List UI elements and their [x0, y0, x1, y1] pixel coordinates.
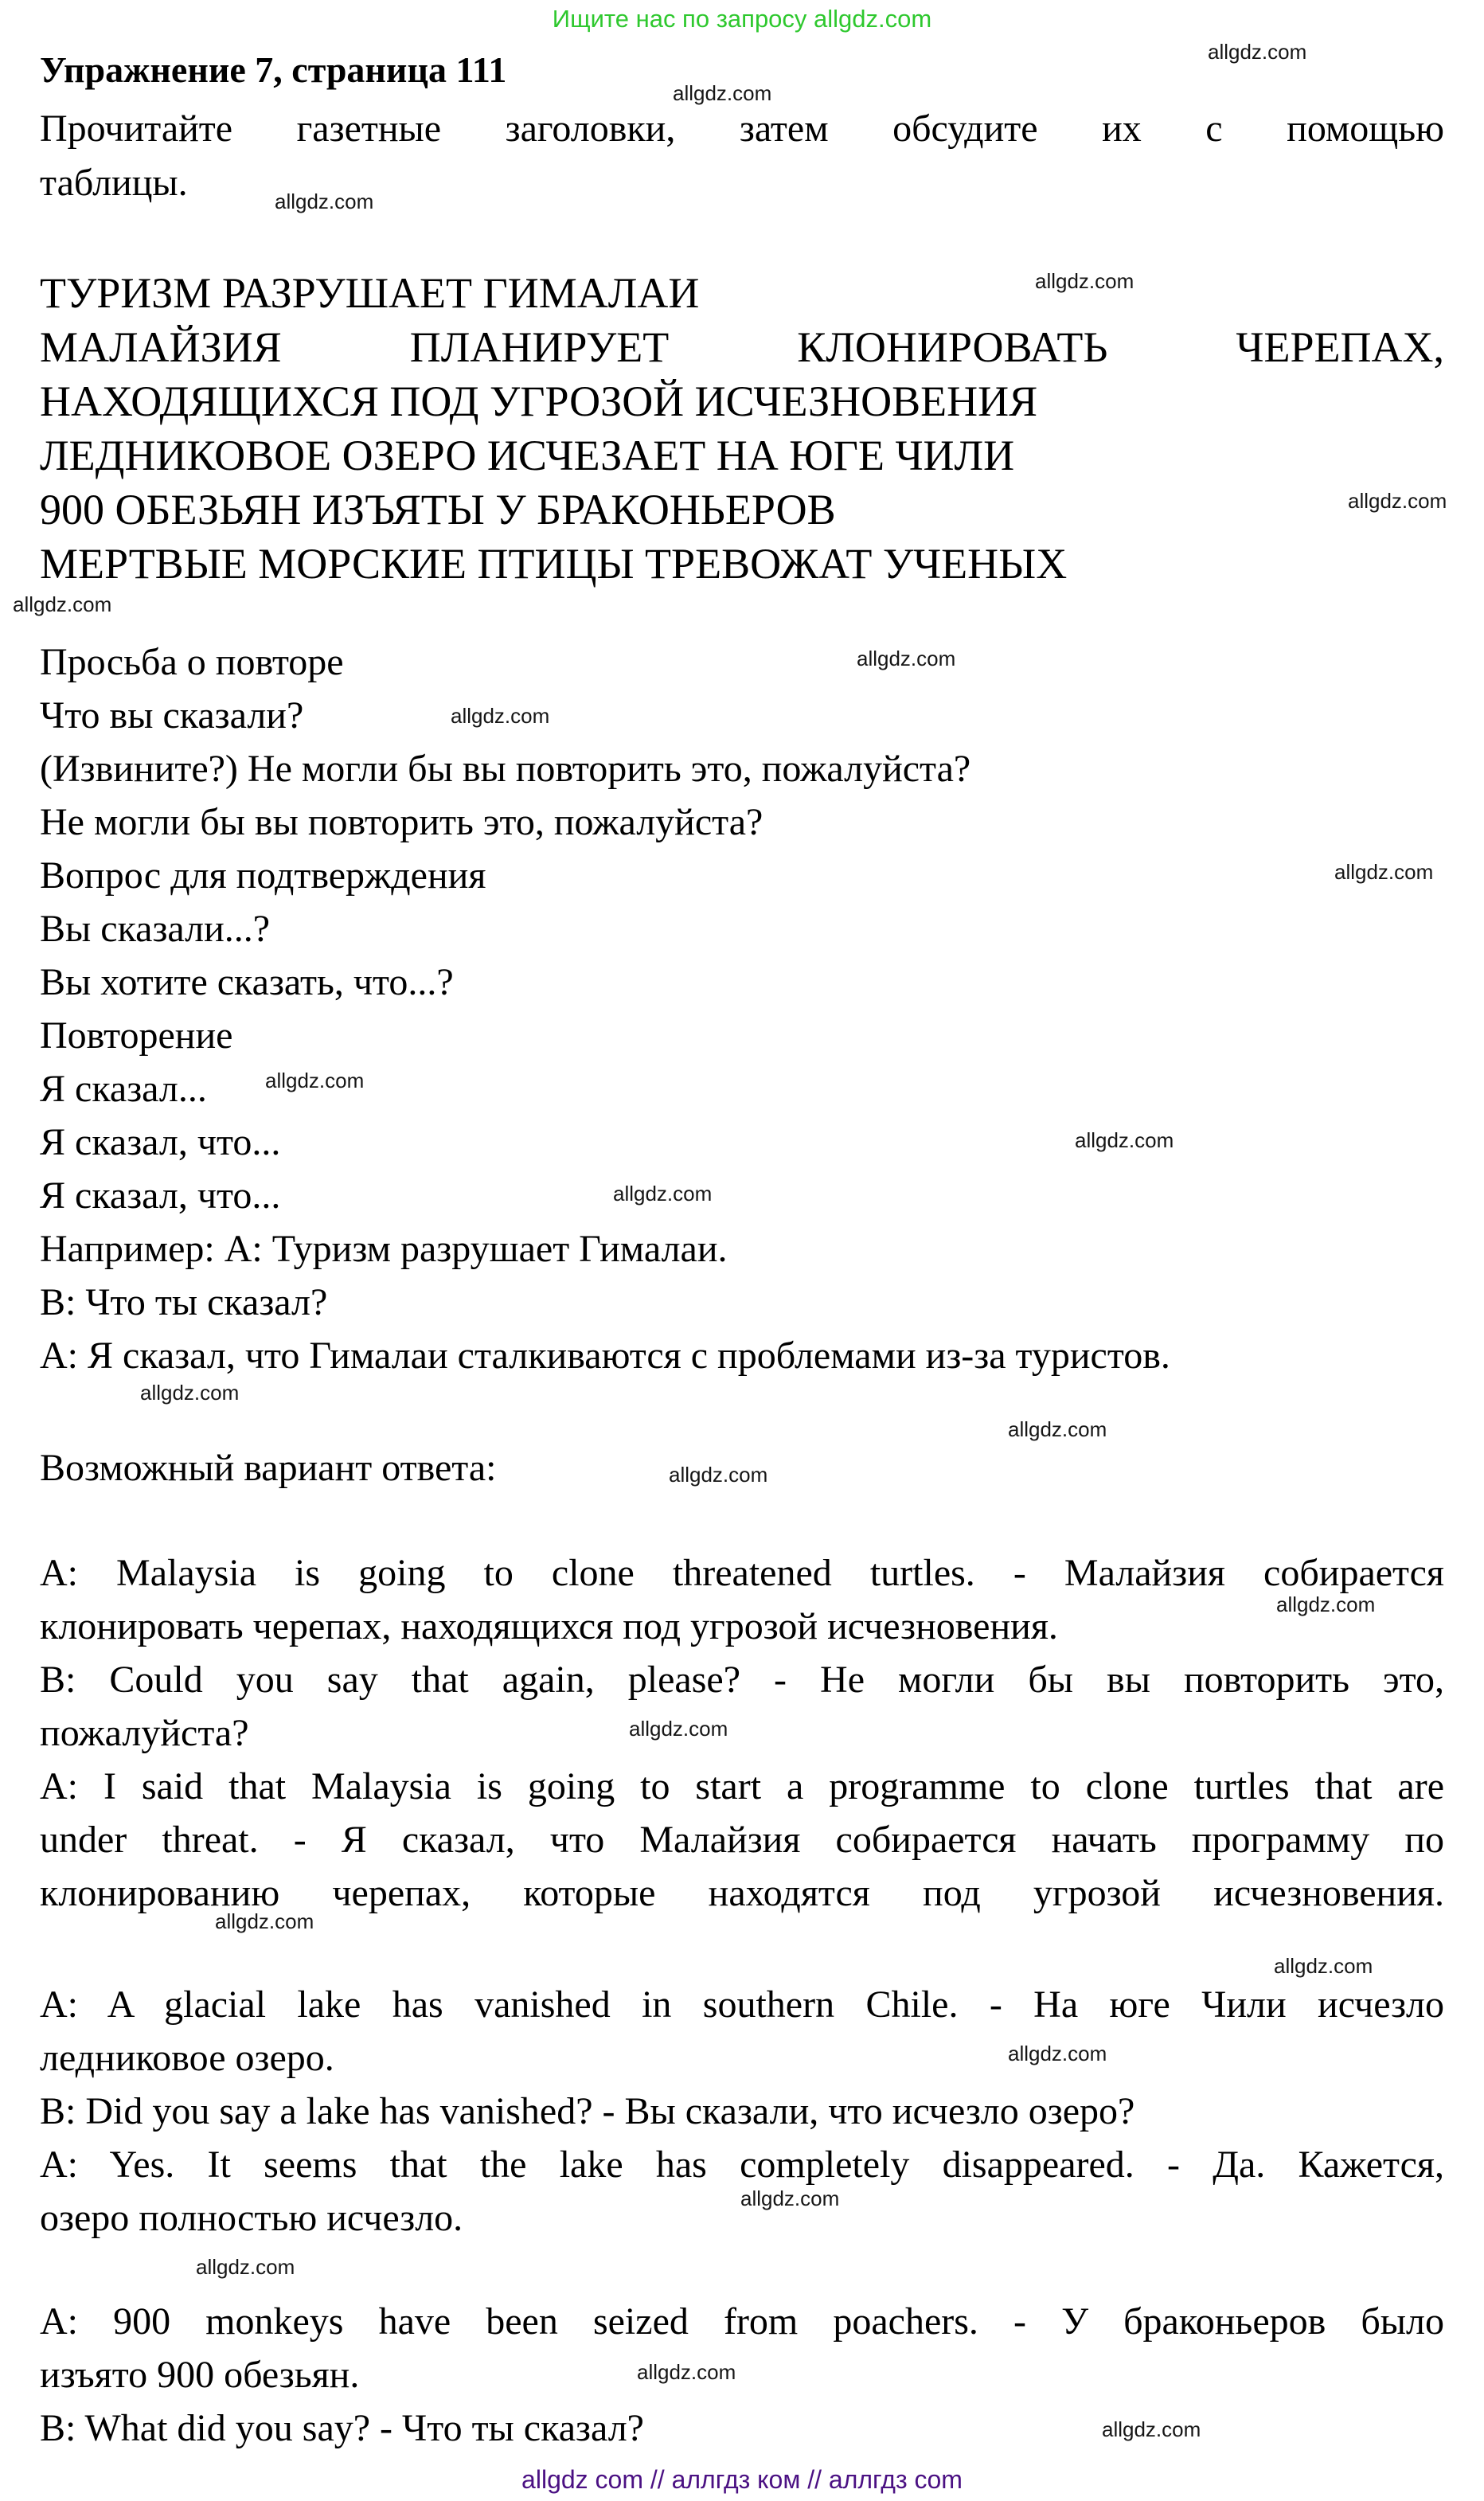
dialog-line: А: Malaysia is going to clone threatened turtles. - Малайзия собирается — [40, 1552, 1444, 1594]
phrase-line: Вы сказали...? — [40, 908, 271, 950]
watermark: allgdz.com — [673, 81, 772, 105]
watermark: allgdz.com — [265, 1069, 365, 1092]
watermark: allgdz.com — [1334, 860, 1434, 884]
possible-answer-label: Возможный вариант ответа: — [40, 1447, 497, 1489]
watermark: allgdz.com — [1208, 40, 1307, 64]
dialog-line: ледниковое озеро. — [40, 2037, 334, 2079]
dialog-line: B: Did you say a lake has vanished? - Вы сказали, что исчезло озеро? — [40, 2090, 1135, 2132]
phrase-line: Вопрос для подтверждения — [40, 854, 486, 897]
watermark: allgdz.com — [1075, 1128, 1174, 1152]
watermark: allgdz.com — [629, 1717, 728, 1741]
watermark: allgdz.com — [740, 2186, 840, 2210]
headline-line: МЕРТВЫЕ МОРСКИЕ ПТИЦЫ ТРЕВОЖАТ УЧЕНЫХ — [40, 540, 1068, 588]
dialog-line: A: 900 monkeys have been seized from poachers. - У браконьеров было — [40, 2300, 1444, 2343]
page-title: Упражнение 7, страница 111 — [40, 49, 507, 90]
footer-watermark: allgdz com // аллгдз ком // аллгдз com — [521, 2465, 963, 2494]
phrase-line: Не могли бы вы повторить это, пожалуйста? — [40, 801, 763, 843]
watermark: allgdz.com — [215, 1909, 314, 1933]
watermark: allgdz.com — [1008, 1417, 1107, 1441]
phrase-line: Я сказал, что... — [40, 1174, 281, 1217]
watermark: allgdz.com — [275, 190, 374, 213]
watermark: allgdz.com — [196, 2255, 295, 2279]
watermark: allgdz.com — [1276, 1592, 1376, 1616]
headline-line: ТУРИЗМ РАЗРУШАЕТ ГИМАЛАИ — [40, 269, 700, 317]
watermark: allgdz.com — [1035, 269, 1134, 293]
watermark: allgdz.com — [857, 647, 956, 670]
search-banner: Ищите нас по запросу allgdz.com — [552, 5, 932, 33]
watermark: allgdz.com — [1102, 2417, 1201, 2441]
watermark: allgdz.com — [1348, 489, 1447, 513]
dialog-line: B: What did you say? - Что ты сказал? — [40, 2407, 644, 2449]
dialog-line: B: Could you say that again, please? - Не могли бы вы повторить это, — [40, 1659, 1444, 1701]
phrase-line: Что вы сказали? — [40, 694, 304, 737]
phrase-line: Просьба о повторе — [40, 641, 344, 683]
headline-line: НАХОДЯЩИХСЯ ПОД УГРОЗОЙ ИСЧЕЗНОВЕНИЯ — [40, 377, 1038, 425]
headline-line: ЛЕДНИКОВОЕ ОЗЕРО ИСЧЕЗАЕТ НА ЮГЕ ЧИЛИ — [40, 432, 1015, 479]
dialog-line: клонированию черепах, которые находятся под угрозой исчезновения. — [40, 1872, 1444, 1914]
watermark: allgdz.com — [1274, 1954, 1373, 1978]
task-text-line: таблицы. — [40, 162, 188, 204]
phrase-line: Повторение — [40, 1014, 233, 1057]
watermark: allgdz.com — [1008, 2042, 1107, 2065]
phrase-line: Я сказал, что... — [40, 1121, 281, 1163]
dialog-line: under threat. - Я сказал, что Малайзия собирается начать программу по — [40, 1819, 1444, 1861]
headline-line: 900 ОБЕЗЬЯН ИЗЪЯТЫ У БРАКОНЬЕРОВ — [40, 486, 836, 533]
headline-line: МАЛАЙЗИЯ ПЛАНИРУЕТ КЛОНИРОВАТЬ ЧЕРЕПАХ, — [40, 323, 1444, 371]
watermark: allgdz.com — [669, 1463, 768, 1487]
example-line: В: Что ты сказал? — [40, 1281, 328, 1323]
watermark: allgdz.com — [613, 1182, 713, 1206]
watermark: allgdz.com — [13, 592, 112, 616]
example-line: А: Я сказал, что Гималаи сталкиваются с проблемами из-за туристов. — [40, 1335, 1170, 1377]
example-line: Например: А: Туризм разрушает Гималаи. — [40, 1228, 728, 1270]
dialog-line: клонировать черепах, находящихся под угрозой исчезновения. — [40, 1605, 1058, 1647]
dialog-line: A: A glacial lake has vanished in southern Chile. - На юге Чили исчезло — [40, 1983, 1444, 2026]
task-text-line: Прочитайте газетные заголовки, затем обсудите их с помощью — [40, 107, 1444, 150]
watermark: allgdz.com — [140, 1381, 240, 1405]
dialog-line: A: Yes. It seems that the lake has completely disappeared. - Да. Кажется, — [40, 2143, 1444, 2186]
phrase-line: Я сказал... — [40, 1068, 207, 1110]
watermark: allgdz.com — [451, 704, 550, 728]
phrase-line: (Извините?) Не могли бы вы повторить это, пожалуйста? — [40, 748, 971, 790]
dialog-line: пожалуйста? — [40, 1712, 249, 1754]
watermark: allgdz.com — [637, 2360, 736, 2384]
dialog-line: изъято 900 обезьян. — [40, 2354, 360, 2396]
phrase-line: Вы хотите сказать, что...? — [40, 961, 454, 1003]
dialog-line: озеро полностью исчезло. — [40, 2197, 463, 2239]
dialog-line: A: I said that Malaysia is going to start a programme to clone turtles that are — [40, 1765, 1444, 1807]
